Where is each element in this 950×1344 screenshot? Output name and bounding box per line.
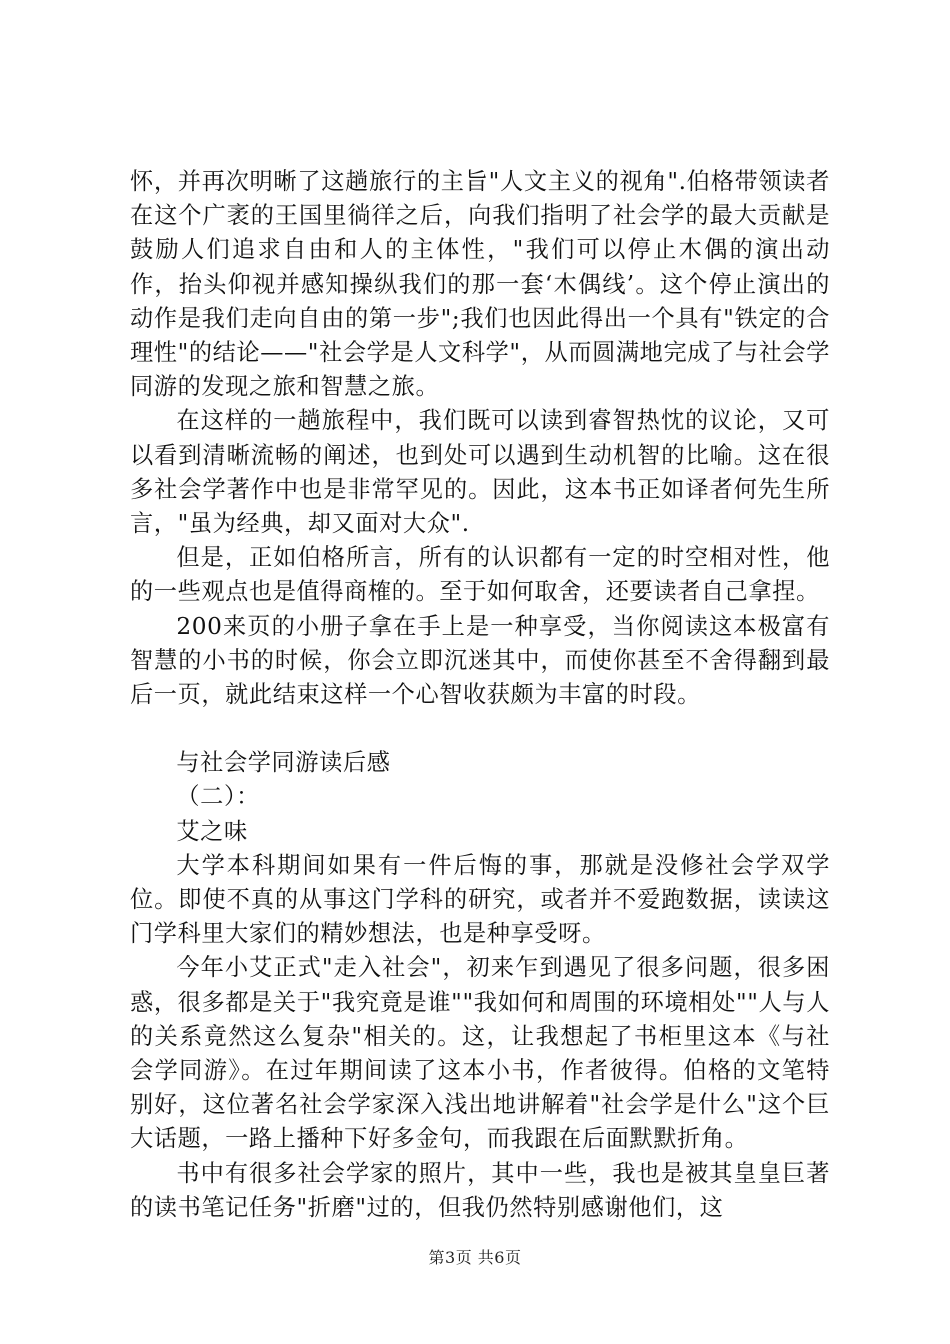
paragraph: 在这样的一趟旅程中，我们既可以读到睿智热忱的议论，又可以看到清晰流畅的阐述，也到处可以遇到生动机智的比喻。这在很多社会学著作中也是非常罕见的。因此，这本书正如译者何先生所言，"虽为经典，却又面对大众". (130, 407, 830, 538)
paragraph: 大学本科期间如果有一件后悔的事，那就是没修社会学双学位。即使不真的从事这门学科的研究，或者并不爱跑数据，读读这门学科里大家们的精妙想法，也是种享受呀。 (130, 851, 830, 948)
paragraph: 但是，正如伯格所言，所有的认识都有一定的时空相对性，他的一些观点也是值得商榷的。至于如何取舍，还要读者自己拿捏。 (130, 544, 830, 606)
section-title: 与社会学同游读后感 (176, 749, 391, 777)
paragraph: 今年小艾正式"走入社会"，初来乍到遇见了很多问题，很多困惑，很多都是关于"我究竟是谁""我如何和周围的环境相处""人与人的关系竟然这么复杂"相关的。这，让我想起了书柜里这本《与社会学同游》。在过年期间读了这本小书，作者彼得。伯格的文笔特别好，这位著名社会学家深入浅出地讲解着"社会学是什么"这个巨大话题，一路上播种下好多金句，而我跟在后面默默折角。 (130, 954, 830, 1153)
page-number-footer: 第3页 共6页 (428, 1248, 522, 1267)
paragraph: 怀，并再次明晰了这趟旅行的主旨"人文主义的视角".伯格带领读者在这个广袤的王国里徜徉之后，向我们指明了社会学的最大贡献是鼓励人们追求自由和人的主体性，"我们可以停止木偶的演出动作，抬头仰视并感知操纵我们的那一套‘木偶线’。这个停止演出的动作是我们走向自由的第一步";我们也因此得出一个具有"铁定的合理性"的结论——"社会学是人文科学"，从而圆满地完成了与社会学同游的发现之旅和智慧之旅。 (130, 168, 830, 401)
blank-line (130, 712, 830, 746)
article-body (130, 165, 830, 1225)
paragraph: 200来页的小册子拿在手上是一种享受，当你阅读这本极富有智慧的小书的时候，你会立即沉迷其中，而使你甚至不舍得翻到最后一页，就此结束这样一个心智收获颇为丰富的时段。 (130, 612, 830, 709)
section-subtitle: （二）： (176, 783, 260, 811)
paragraph: 书中有很多社会学家的照片，其中一些，我也是被其皇皇巨著的读书笔记任务"折磨"过的，但我仍然特别感谢他们，这 (130, 1159, 830, 1221)
author-name: 艾之味 (176, 817, 248, 845)
